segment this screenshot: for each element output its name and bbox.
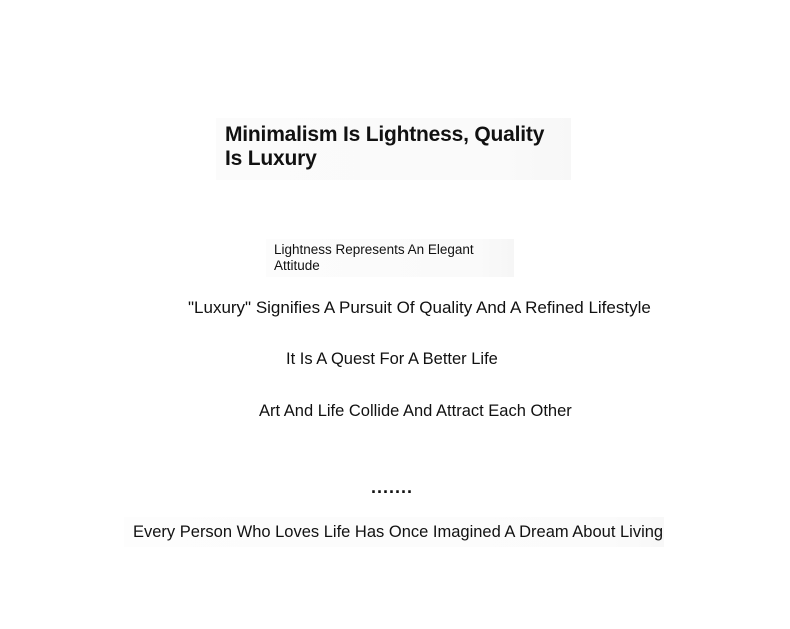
headline-line-1: Minimalism Is Lightness, Quality bbox=[225, 123, 545, 146]
quest-statement: It Is A Quest For A Better Life bbox=[286, 350, 498, 368]
art-life-statement: Art And Life Collide And Attract Each Other bbox=[259, 402, 572, 420]
subheading-line-1: Lightness Represents An Elegant bbox=[274, 242, 474, 257]
luxury-statement: "Luxury" Signifies A Pursuit Of Quality And A Refined Lifestyle bbox=[188, 298, 651, 317]
headline-line-2: Is Luxury bbox=[225, 147, 317, 170]
dream-statement: Every Person Who Loves Life Has Once Imagined A Dream About Living bbox=[124, 517, 664, 547]
ellipsis-separator: ....... bbox=[371, 477, 414, 497]
headline-block bbox=[216, 118, 571, 180]
subheading-block bbox=[266, 239, 514, 277]
subheading-line-2: Attitude bbox=[274, 258, 320, 273]
